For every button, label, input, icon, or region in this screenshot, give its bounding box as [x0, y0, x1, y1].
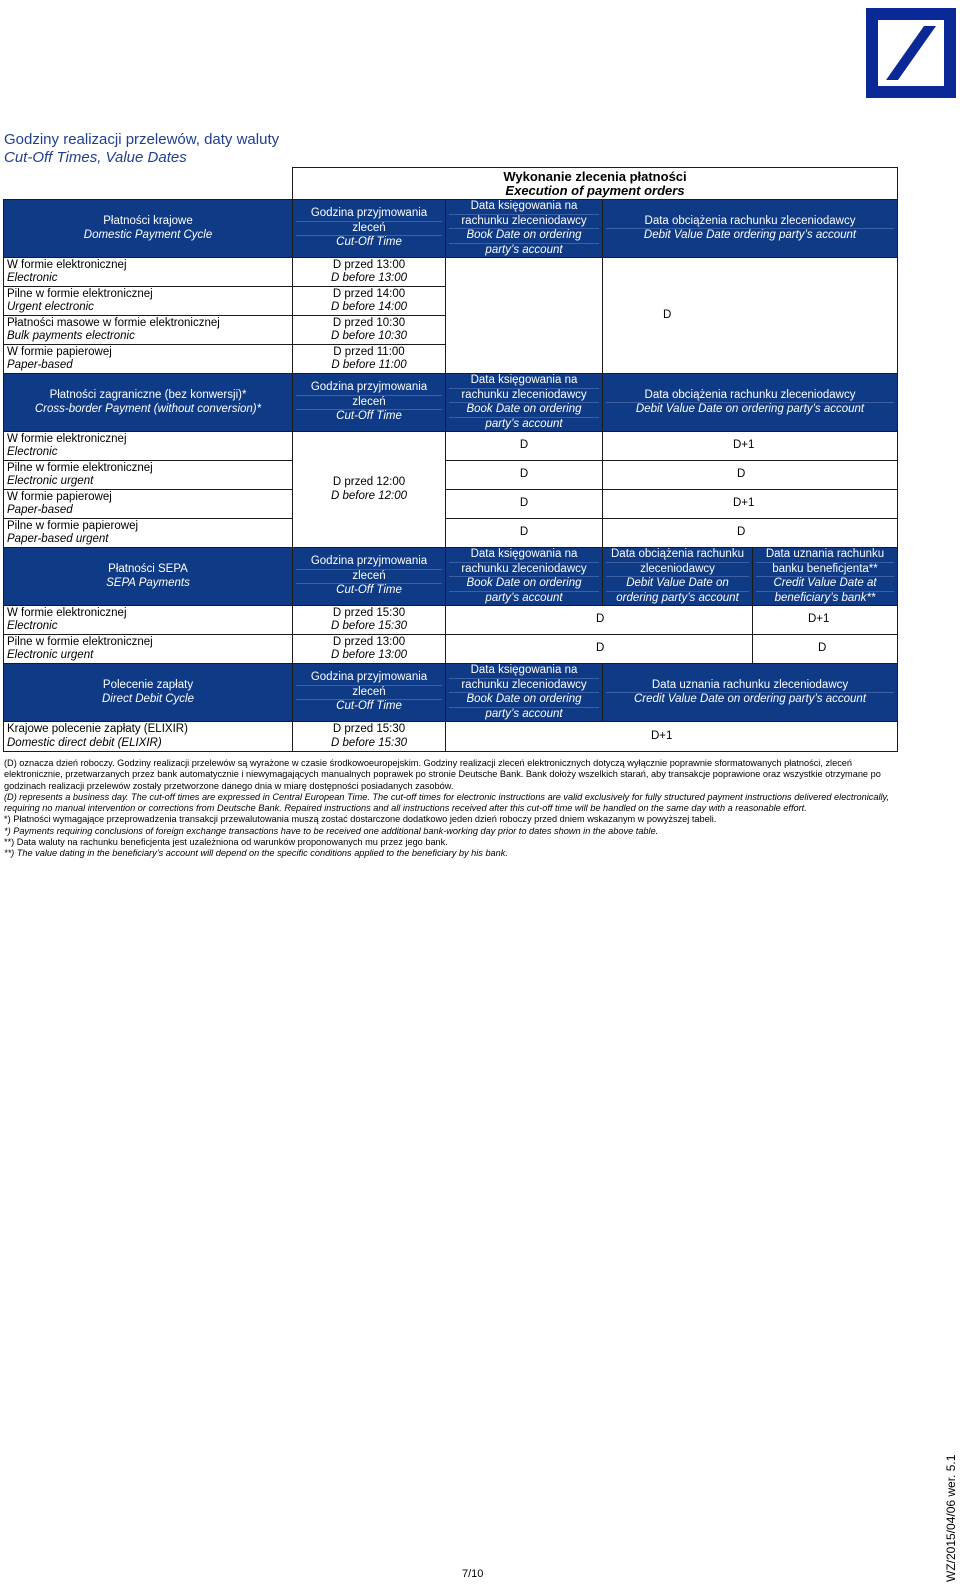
note-pl-business-day: (D) oznacza dzień roboczy. Godziny realizacji przelewów są wyrażone w czasie środkowoeuropejskim. Godziny realizacji zleceń elektronicznych dotyczą wyłącznie poprawnie sformatowanych płatności, zleceń elektronicznie, przetwarzanych przez bank automatycznie i niewymagających manualnych poprawek po stronie Deutsche Bank. Bank dołoży wszelkich starań, aby transakcje poprawione oraz wszystkie otrzymane po godzinach realizacji przelewów zostały przetworzone danego dnia w miarę dostępności posiadanych zasobów. [4, 758, 881, 791]
table-row: Pilne w formie elektronicznej Electronic urgent D przed 13:00 D before 13:00 D D [4, 635, 898, 664]
note-en-fx: *) Payments requiring conclusions of foreign exchange transactions have to be received one additional bank-working day prior to dates shown in the above table. [4, 825, 659, 836]
header-cutoff: Godzina przyjmowania zleceń Cut-Off Time [293, 374, 446, 432]
page-number: 7/10 [462, 1568, 484, 1580]
header-cutoff: Godzina przyjmowania zleceń Cut-Off Time [293, 200, 446, 258]
note-pl-fx: *) Płatności wymagające przeprowadzenia transakcji przewalutowania muszą zostać dostarczone dodatkowo jeden dzień roboczy przed dniem wskazanym w powyższej tabeli. [4, 814, 717, 825]
footnotes [4, 758, 894, 860]
section-sepa: Płatności SEPA SEPA Payments [4, 548, 293, 606]
section-domestic: Płatności krajowe Domestic Payment Cycle [4, 200, 293, 258]
table-row: W formie elektronicznej Electronic D przed 15:30 D before 15:30 D D+1 [4, 606, 898, 635]
header-credit-date-sepa: Data uznania rachunku banku beneficjenta** Credit Value Date at beneficiary’s bank** [753, 548, 898, 606]
header-debit-date: Data obciążenia rachunku zleceniodawcy Debit Value Date on ordering party’s account [603, 374, 898, 432]
table-title: Wykonanie zlecenia płatności Execution of payment orders [293, 168, 898, 200]
header-credit-date: Data uznania rachunku zleceniodawcy Credit Value Date on ordering party’s account [603, 664, 898, 722]
table-row: Pilne w formie elektronicznej Urgent electronic D przed 14:00 D before 14:00 [4, 287, 898, 316]
table-row: W formie papierowej Paper-based D D+1 [4, 490, 898, 519]
cutoff-table [3, 167, 898, 752]
section-direct-debit: Polecenie zapłaty Direct Debit Cycle [4, 664, 293, 722]
deutsche-bank-logo [866, 8, 956, 98]
table-row: Pilne w formie elektronicznej Electronic urgent D D [4, 461, 898, 490]
title-pl: Godziny realizacji przelewów, daty waluty [4, 131, 280, 148]
table-row: W formie papierowej Paper-based D przed 11:00 D before 11:00 [4, 345, 898, 374]
header-cutoff: Godzina przyjmowania zleceń Cut-Off Time [293, 664, 446, 722]
note-en-value-dating: **) The value dating in the beneficiary’s account will depend on the specific conditions applied to the beneficiary by his bank. [4, 848, 508, 859]
table-row: Pilne w formie papierowej Paper-based urgent D D [4, 519, 898, 548]
table-row: W formie elektronicznej Electronic D przed 13:00 D before 13:00 D [4, 258, 898, 287]
header-book-date: Data księgowania na rachunku zleceniodawcy Book Date on ordering party’s account [446, 664, 603, 722]
table-row: Krajowe polecenie zapłaty (ELIXIR) Domestic direct debit (ELIXIR) D przed 15:30 D before 15:30 D+1 [4, 722, 898, 752]
section-crossborder: Płatności zagraniczne (bez konwersji)* Cross-border Payment (without conversion)* [4, 374, 293, 432]
table-row: Płatności masowe w formie elektronicznej Bulk payments electronic D przed 10:30 D before 10:30 [4, 316, 898, 345]
table-row: W formie elektronicznej Electronic D przed 12:00 D before 12:00 D D+1 [4, 432, 898, 461]
header-book-date: Data księgowania na rachunku zleceniodawcy Book Date on ordering party’s account [446, 200, 603, 258]
domestic-debit-value: D [603, 258, 898, 374]
header-book-date: Data księgowania na rachunku zleceniodawcy Book Date on ordering party’s account [446, 374, 603, 432]
note-pl-value-dating: **) Data waluty na rachunku beneficjenta jest uzależniona od warunków proponowanych mu przez jego bank. [4, 837, 448, 848]
header-debit-date: Data obciążenia rachunku zleceniodawcy Debit Value Date ordering party’s account [603, 200, 898, 258]
header-debit-date-sepa: Data obciążenia rachunku zleceniodawcy Debit Value Date on ordering party’s account [603, 548, 753, 606]
logo-slash-icon [866, 8, 956, 98]
header-cutoff: Godzina przyjmowania zleceń Cut-Off Time [293, 548, 446, 606]
crossborder-cutoff: D przed 12:00 D before 12:00 [293, 432, 446, 548]
document-version: WZ/2015/04/06 wer. 5.1 [944, 1454, 958, 1582]
note-en-business-day: (D) represents a business day. The cut-off times are expressed in Central European Time. The cut-off times for electronic instructions are valid exclusively for fully structured payment instructions delivered electronically, requiring no manual intervention or corrections from Deutsche Bank. Repaired instructions and all instructions received after this cut-off time will be handled on the same day with a reasonable effort. [4, 791, 890, 814]
header-book-date: Data księgowania na rachunku zleceniodawcy Book Date on ordering party’s account [446, 548, 603, 606]
title-en: Cut-Off Times, Value Dates [4, 149, 187, 166]
page-title [4, 131, 279, 167]
